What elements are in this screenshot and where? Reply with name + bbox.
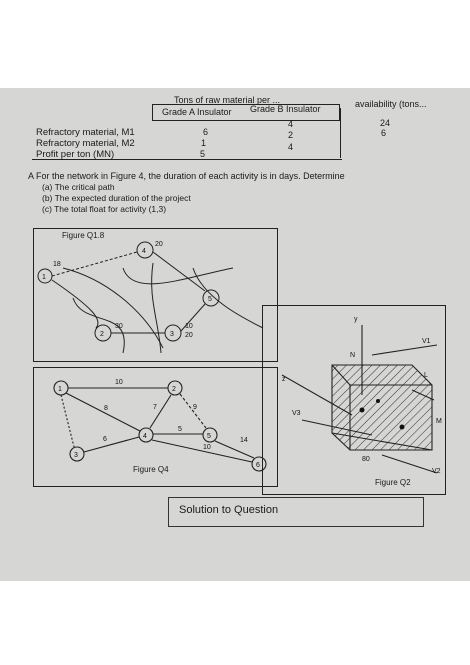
svg-text:3: 3	[170, 331, 174, 338]
dur-2-5: 9	[193, 404, 197, 411]
dur-4-6: 10	[203, 444, 211, 451]
svg-text:18: 18	[53, 261, 61, 268]
solution-label: Solution to Question	[179, 504, 279, 516]
m1-grade-b: 4	[288, 119, 294, 129]
solid-m-label: M	[436, 418, 442, 425]
solid-l-label: L	[424, 372, 428, 379]
col-availability: availability (tons...	[355, 99, 427, 109]
svg-text:30: 30	[115, 323, 123, 330]
part-b: (b) The expected duration of the project	[42, 193, 191, 203]
dur-1-2: 10	[115, 379, 123, 386]
svg-text:20: 20	[155, 241, 163, 248]
svg-text:1: 1	[42, 274, 46, 281]
solid-dim-80: 80	[362, 456, 370, 463]
node-3-label: 3	[74, 452, 78, 459]
node-1-label: 1	[58, 386, 62, 393]
m2-availability: 6	[381, 128, 387, 138]
solid-y-label: y	[354, 316, 358, 323]
col-grade-b: Grade B Insulator	[250, 104, 321, 114]
svg-text:4: 4	[142, 248, 146, 255]
row-profit-label: Profit per ton (MN)	[36, 149, 115, 160]
part-c: (c) The total float for activity (1,3)	[42, 204, 167, 214]
svg-text:10: 10	[185, 323, 193, 330]
figure-q2-label: Figure Q2	[375, 478, 411, 487]
col-grade-a: Grade A Insulator	[162, 107, 232, 117]
svg-text:2: 2	[100, 331, 104, 338]
figure-q18-label: Figure Q1.8	[62, 231, 105, 240]
solution-box	[168, 497, 424, 527]
svg-text:20: 20	[185, 332, 193, 339]
svg-text:5: 5	[208, 296, 212, 303]
row-m1-label: Refractory material, M1	[36, 127, 135, 138]
node-4-label: 4	[143, 433, 147, 440]
table-rule	[32, 159, 342, 160]
solid-n-label: N	[350, 352, 356, 359]
dur-3-4: 6	[103, 436, 107, 443]
solid-v2-label: V2	[432, 468, 441, 475]
solid-v1-label: V1	[422, 338, 431, 345]
m2-grade-b: 2	[288, 130, 294, 140]
question-intro: A For the network in Figure 4, the duration of each activity is in days. Determine	[28, 171, 345, 181]
m2-grade-a: 1	[201, 138, 207, 148]
profit-grade-a: 5	[200, 149, 206, 159]
node-5-label: 5	[207, 433, 211, 440]
profit-grade-b: 4	[288, 142, 294, 152]
m1-availability: 24	[380, 118, 391, 128]
dur-5-6: 14	[240, 437, 248, 444]
node-2-label: 2	[172, 386, 176, 393]
dur-4-5: 5	[178, 426, 182, 433]
node-6-label: 6	[256, 462, 260, 469]
dur-1-4: 8	[104, 405, 108, 412]
m1-grade-a: 6	[203, 127, 209, 137]
table-title: Tons of raw material per ...	[174, 95, 281, 105]
dur-2-4: 7	[153, 404, 157, 411]
part-a: (a) The critical path	[42, 182, 115, 192]
solid-z-label: z	[282, 376, 286, 383]
row-m2-label: Refractory material, M2	[36, 138, 135, 149]
figure-q2-solid	[262, 305, 444, 493]
table-col-rule	[340, 108, 341, 158]
figure-q18-network	[33, 228, 276, 360]
solid-v3-label: V3	[292, 410, 301, 417]
figure-q4-label: Figure Q4	[133, 465, 169, 474]
